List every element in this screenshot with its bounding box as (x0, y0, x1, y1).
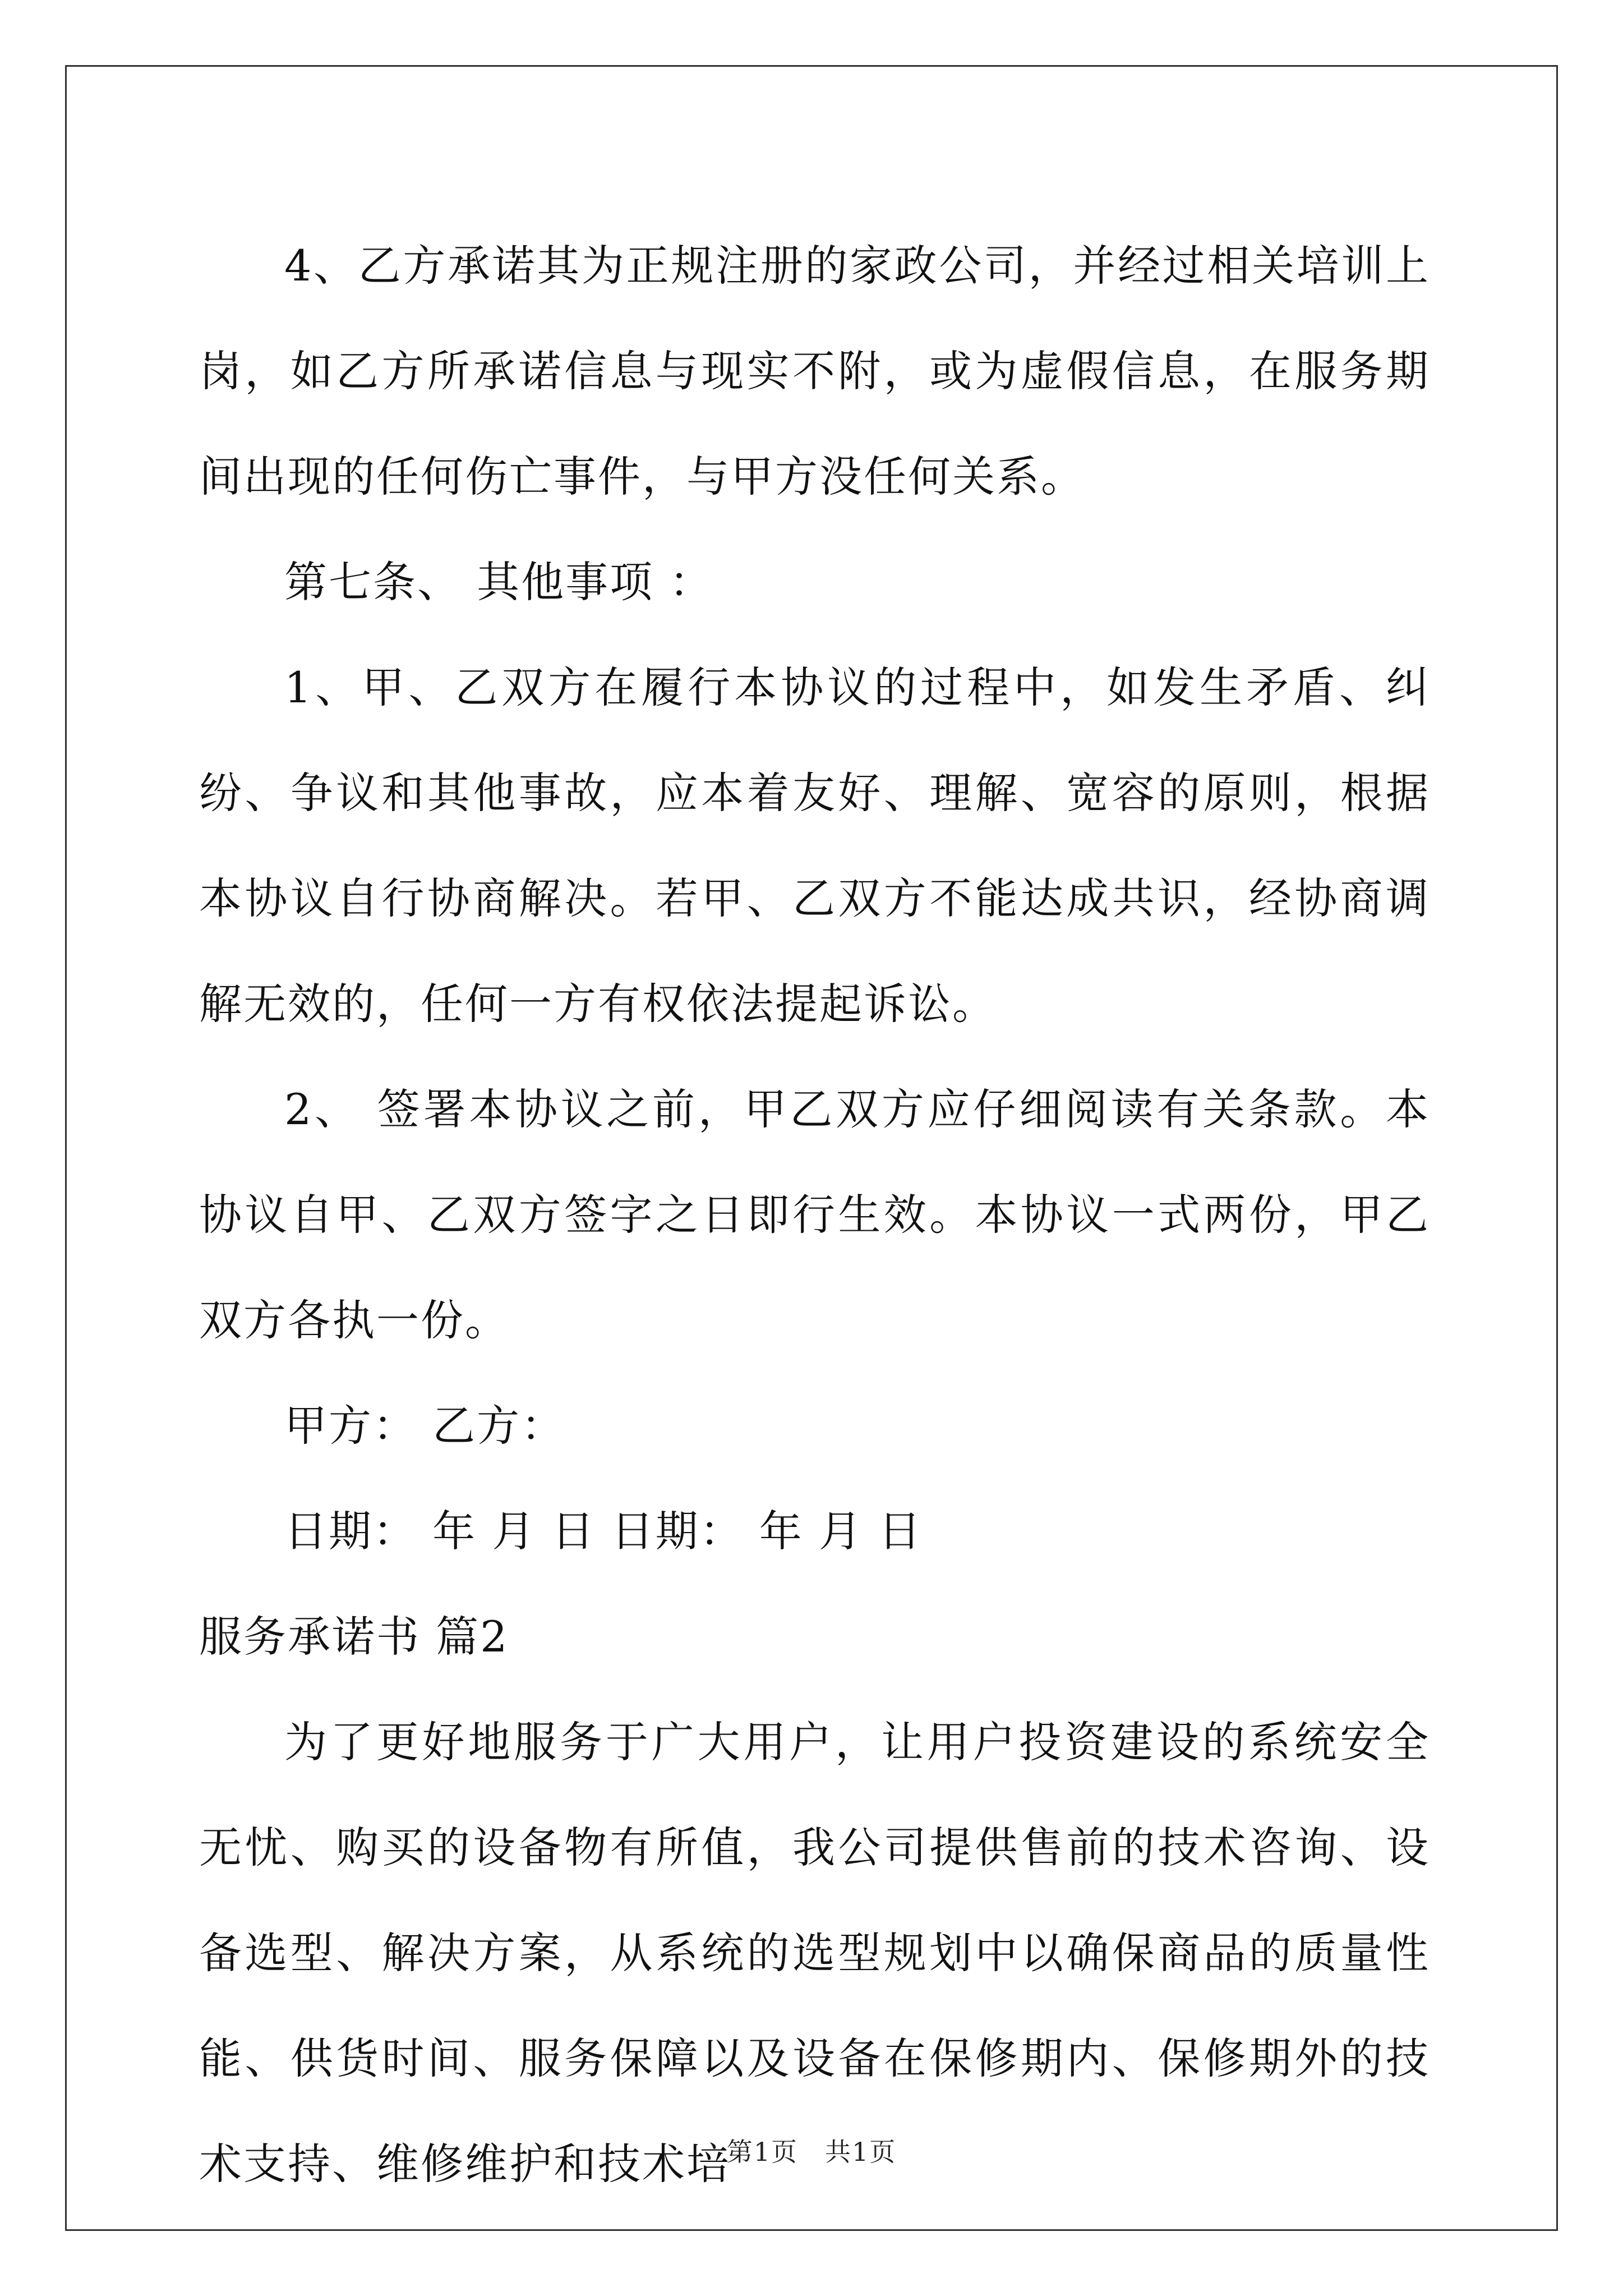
section-2-paragraph: 为了更好地服务于广大用户，让用户投资建设的系统安全无忧、购买的设备物有所值，我公司提供售前的技术咨询、设备选型、解决方案，从系统的选型规划中以确保商品的质量性能、供货时间、服务保障以及设备在保修期内、保修期外的技术支持、维修维护和技术培 (199, 1717, 1430, 2189)
article-7-heading: 第七条、 其他事项 ： (284, 557, 714, 607)
signature-line: 甲方： 乙方： (284, 1401, 566, 1451)
clause-4-paragraph: 4、乙方承诺其为正规注册的家政公司，并经过相关培训上岗，如乙方所承诺信息与现实不附，或为虚假信息，在服务期间出现的任何伤亡事件，与甲方没任何关系。 (199, 241, 1430, 501)
article-7-item-2: 2、 签署本协议之前，甲乙双方应仔细阅读有关条款。本协议自甲、乙双方签字之日即行生效。本协议一式两份，甲乙双方各执一份。 (199, 1084, 1430, 1345)
article-7-item-1: 1、甲、乙双方在履行本协议的过程中，如发生矛盾、纠纷、争议和其他事故，应本着友好、理解、宽容的原则，根据本协议自行协商解决。若甲、乙双方不能达成共识，经协商调解无效的，任何一方有权依法提起诉讼。 (199, 662, 1430, 1029)
page-footer: 第1页 共1页 (726, 2137, 897, 2167)
date-line: 日期： 年 月 日 日期： 年 月 日 (284, 1506, 923, 1556)
document-body (199, 213, 1430, 2217)
section-title: 服务承诺书 篇2 (199, 1612, 509, 1662)
